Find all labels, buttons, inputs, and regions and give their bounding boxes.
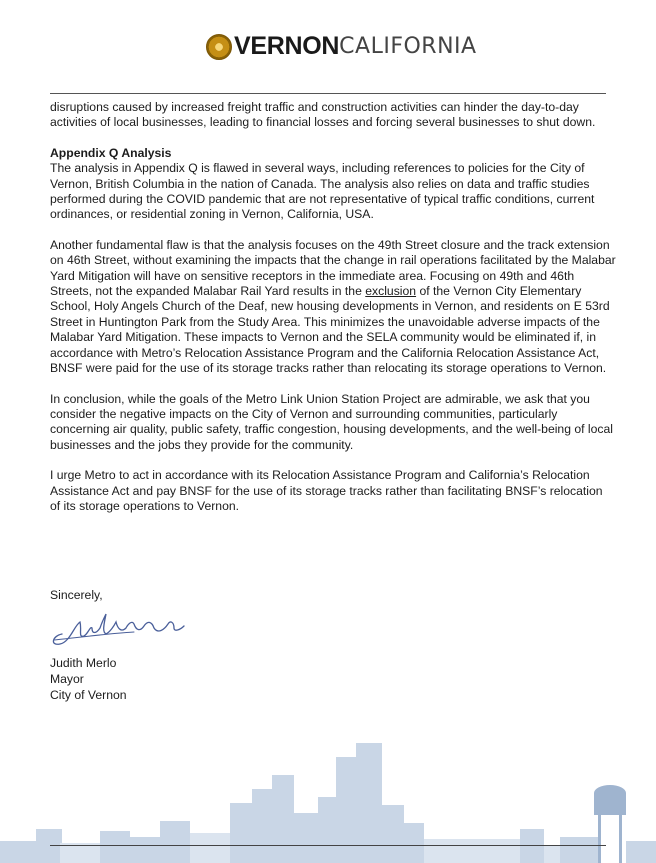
signer-title: Mayor [50, 672, 84, 686]
intro-paragraph: disruptions caused by increased freight traffic and construction activities can hinder the day-to-day activities of local businesses, leading to financial losses and forcing several businesses to shut down. [50, 100, 596, 130]
section-heading: Appendix Q Analysis [50, 145, 172, 160]
appendix-paragraph: The analysis in Appendix Q is flawed in several ways, including references to policies for the City of Vernon, British Columbia in the nation of Canada. The analysis also relies on data and traffic studies performed during the COVID pandemic that are not representative of typical traffic conditions, current ordinances, or residential zoning in Vernon, California, USA. [50, 161, 595, 222]
footer-divider [50, 845, 606, 846]
flaw-text-part-2: of the Vernon City Elementary School, Holy Angels Church of the Deaf, new housing developments in Vernon, and residents on E 53rd Street in Huntington Park from the Study Area. This minimizes the unavoidable adverse impacts of the Malabar Yard Mitigation. These impacts to Vernon and the SELA community would be eliminated if, in accordance with Metro’s Relocation Assistance Program and the California Relocation Assistance Act, BNSF were paid for the use of its storage tracks rather than relocating its storage operations to Vernon. [50, 284, 610, 376]
handwritten-signature [44, 604, 204, 652]
urge-paragraph: I urge Metro to act in accordance with its Relocation Assistance Program and California’s Relocation Assistance Act and pay BNSF for the use of its storage tracks rather than facilitating BNSF’s relocation of its storage operations to Vernon. [50, 468, 603, 513]
vernon-logo [206, 32, 477, 61]
city-skyline-illustration [0, 733, 656, 863]
salutation: Sincerely, [50, 588, 103, 602]
signer-block [50, 655, 127, 703]
brand-name-bold: VERNON [234, 32, 340, 60]
flaw-text-part-1: Another fundamental flaw is that the analysis focuses on the 49th Street closure and the track extension on 46th Street, without examining the impacts that the change in rail operations facilitated by the Malabar Yard Mitigation will have on sensitive receptors in the immediate area. Focusing on 49th and 46th Streets, not the expanded Malabar Rail Yard results in the [50, 237, 616, 299]
flaw-paragraph [50, 238, 616, 377]
signer-organization: City of Vernon [50, 688, 127, 702]
letterhead [0, 28, 656, 68]
letter-body [50, 100, 616, 529]
brand-name-light: CALIFORNIA [339, 34, 477, 59]
signer-name: Judith Merlo [50, 656, 117, 670]
city-seal-icon [206, 34, 232, 60]
header-divider [50, 93, 606, 94]
conclusion-paragraph: In conclusion, while the goals of the Metro Link Union Station Project are admirable, we ask that you consider the negative impacts on the City of Vernon and surrounding communities, particularly concerning air quality, public safety, traffic congestion, housing developments, and the well-being of local businesses and the jobs they provide for the community. [50, 391, 613, 452]
underlined-word: exclusion [365, 284, 417, 299]
